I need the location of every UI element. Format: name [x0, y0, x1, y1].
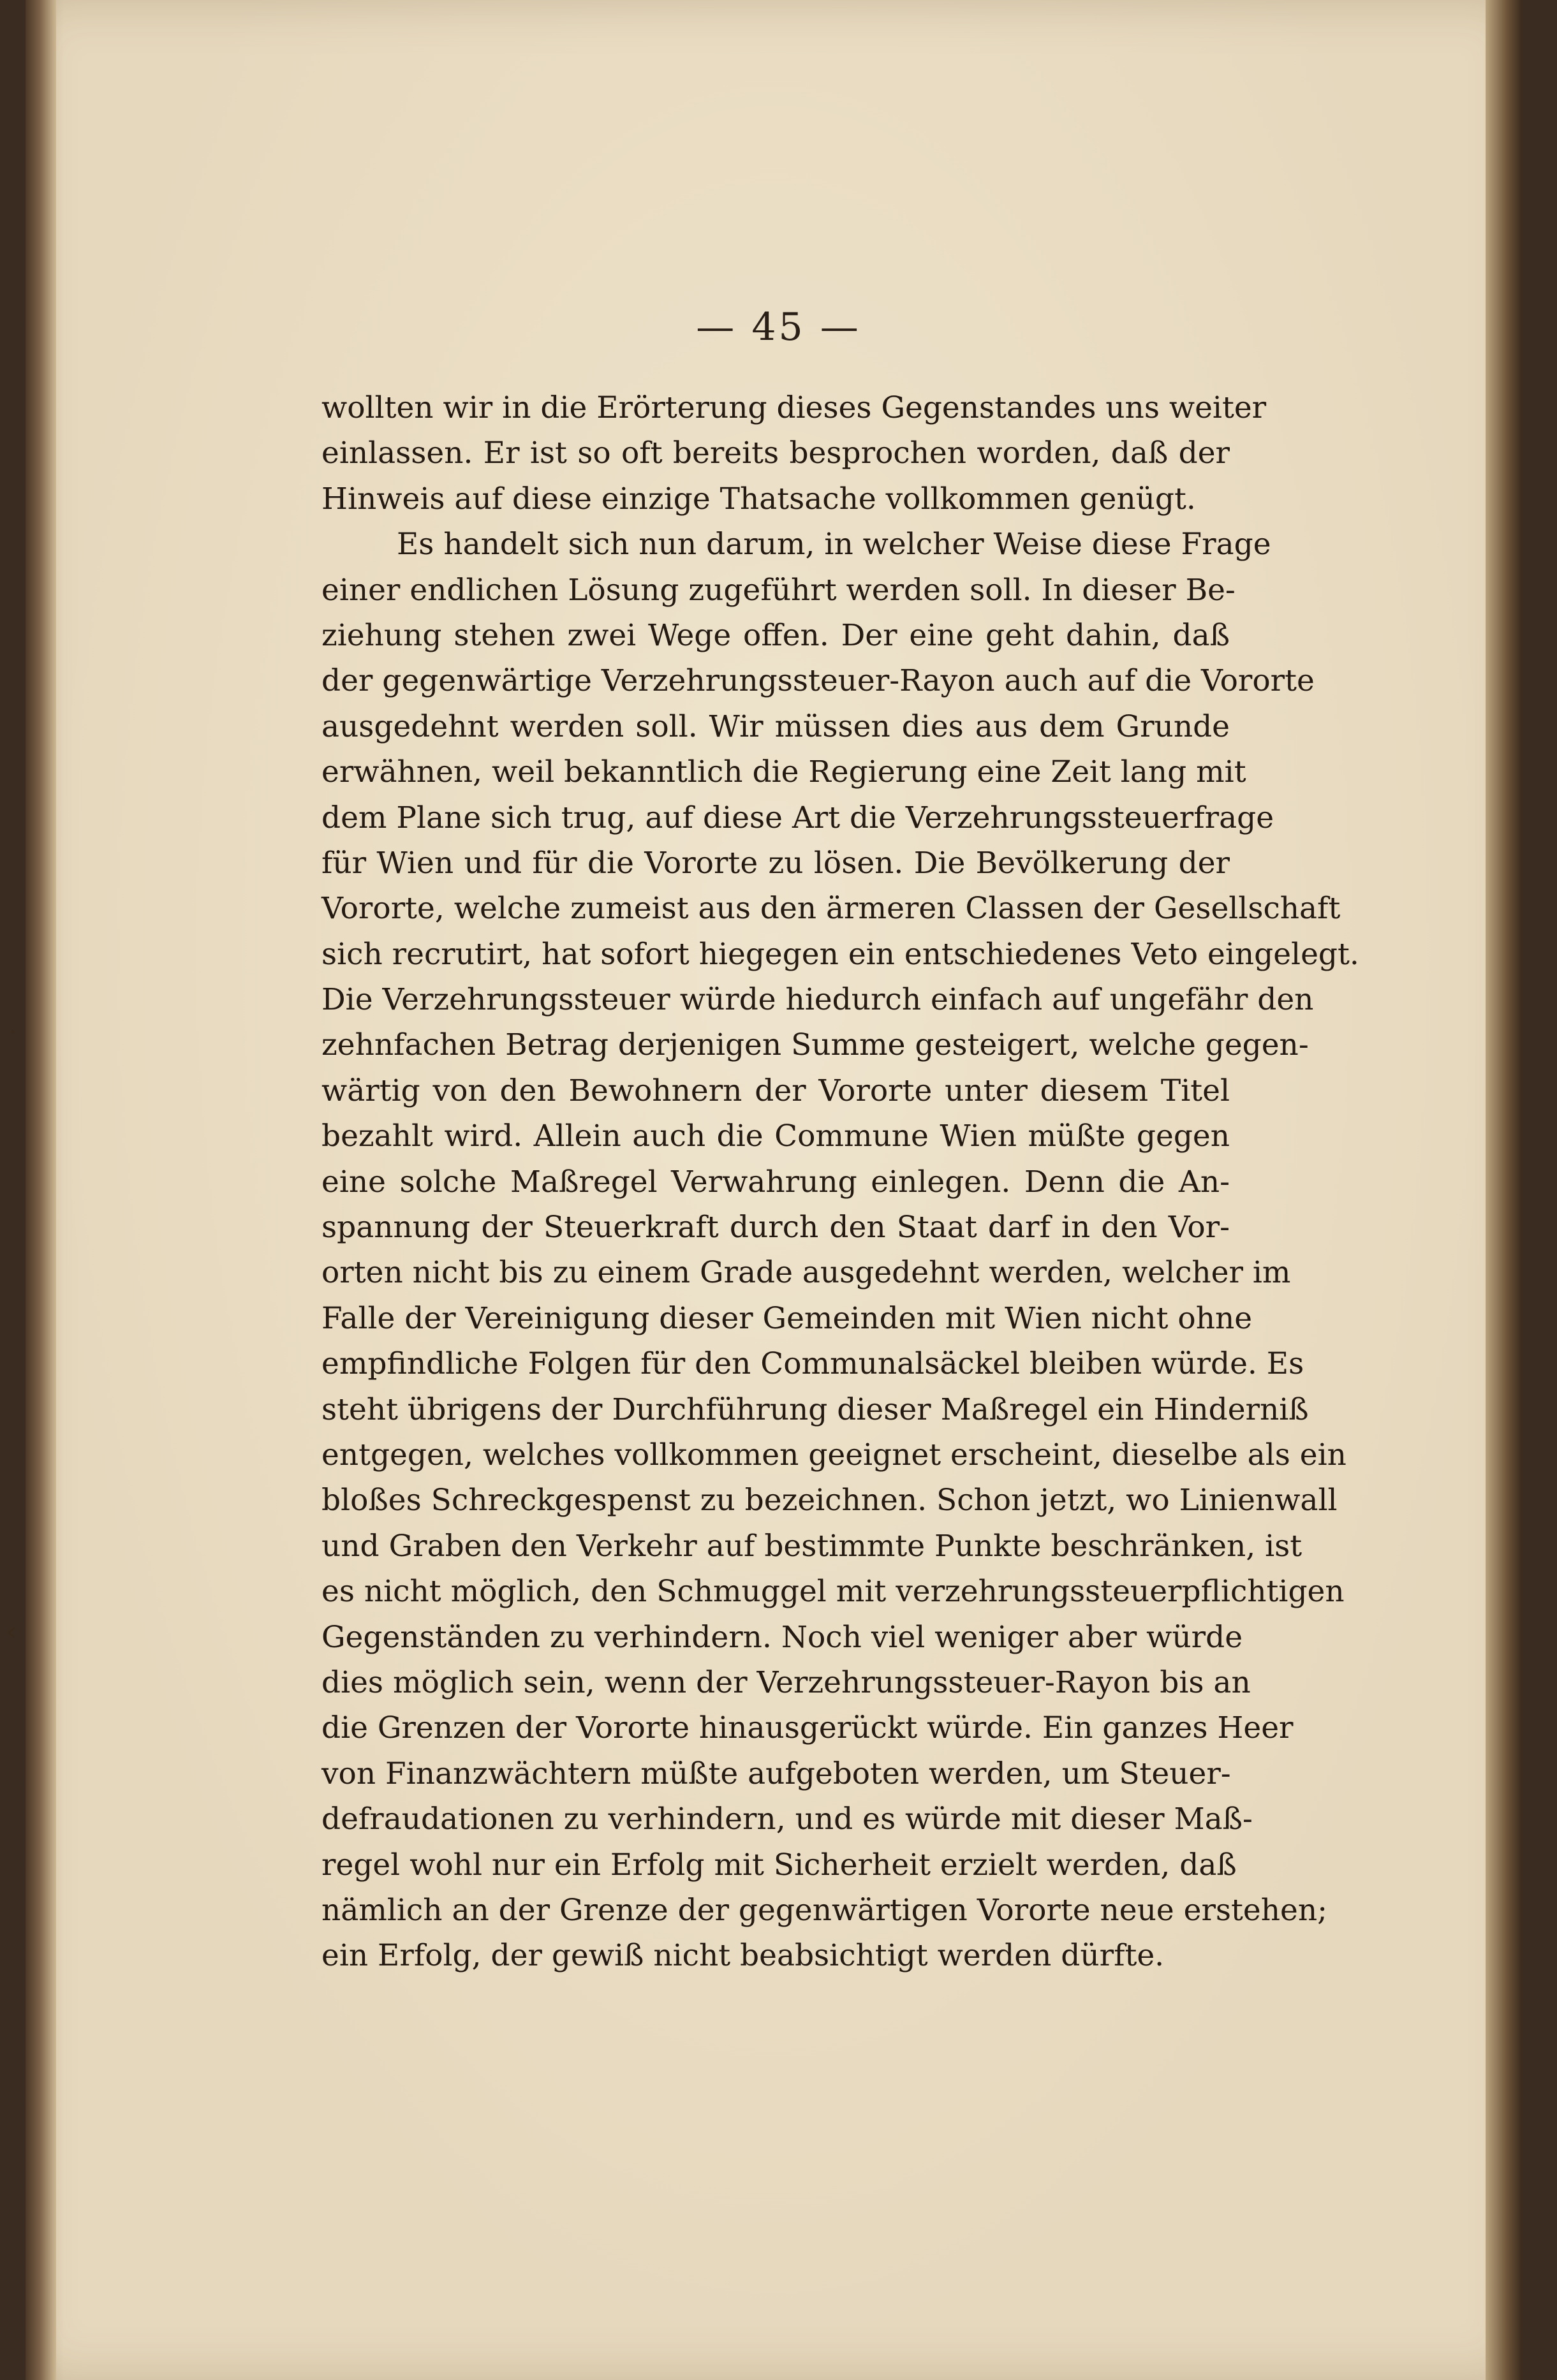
- text-line: einer endlichen Lösung zugeführt werden soll. In dieser Be-: [321, 572, 1236, 608]
- text-line: der gegenwärtige Verzehrungssteuer-Rayon auch auf die Vororte: [321, 663, 1315, 699]
- text-line: sich recrutirt, hat sofort hiegegen ein entschiedenes Veto eingelegt.: [321, 936, 1359, 972]
- text-line: wollten wir in die Erörterung dieses Gegenstandes uns weiter: [321, 390, 1267, 425]
- text-line: steht übrigens der Durchführung dieser Maßregel ein Hinderniß: [321, 1392, 1309, 1427]
- text-line: Hinweis auf diese einzige Thatsache vollkommen genügt.: [321, 481, 1196, 517]
- text-line: wärtig von den Bewohnern der Vororte unter diesem Titel: [321, 1073, 1230, 1108]
- text-line: eine solche Maßregel Verwahrung einlegen. Denn die An-: [321, 1164, 1230, 1200]
- margin-tick-mark: ·: [9, 1018, 17, 1047]
- text-line: Gegenständen zu verhindern. Noch viel weniger aber würde: [321, 1619, 1243, 1655]
- text-line: für Wien und für die Vororte zu lösen. Die Bevölkerung der: [321, 845, 1230, 881]
- page-number: — 45 —: [696, 305, 861, 349]
- body-text: [321, 385, 1359, 1979]
- text-line: dem Plane sich trug, auf diese Art die Verzehrungssteuerfrage: [321, 800, 1274, 835]
- text-line: regel wohl nur ein Erfolg mit Sicherheit erzielt werden, daß: [321, 1847, 1237, 1883]
- text-line: spannung der Steuerkraft durch den Staat darf in den Vor-: [321, 1210, 1230, 1245]
- text-line: es nicht möglich, den Schmuggel mit verzehrungssteuerpflichtigen: [321, 1574, 1345, 1610]
- text-line: orten nicht bis zu einem Grade ausgedehnt werden, welcher im: [321, 1255, 1291, 1291]
- text-line: Es handelt sich nun darum, in welcher Weise diese Frage: [397, 527, 1271, 562]
- text-line: entgegen, welches vollkommen geeignet erscheint, dieselbe als ein: [321, 1437, 1347, 1473]
- text-line: ausgedehnt werden soll. Wir müssen dies aus dem Grunde: [321, 709, 1230, 744]
- text-line: die Grenzen der Vororte hinausgerückt würde. Ein ganzes Heer: [321, 1710, 1294, 1746]
- text-line: einlassen. Er ist so oft bereits besprochen worden, daß der: [321, 436, 1230, 471]
- text-line: ein Erfolg, der gewiß nicht beabsichtigt werden dürfte.: [321, 1938, 1165, 1974]
- text-line: bloßes Schreckgespenst zu bezeichnen. Schon jetzt, wo Linienwall: [321, 1483, 1338, 1518]
- text-line: bezahlt wird. Allein auch die Commune Wien müßte gegen: [321, 1119, 1230, 1154]
- text-line: ziehung stehen zwei Wege offen. Der eine geht dahin, daß: [321, 617, 1230, 653]
- text-line: und Graben den Verkehr auf bestimmte Punkte beschränken, ist: [321, 1528, 1302, 1564]
- binding-edge: [26, 0, 56, 2380]
- text-line: dies möglich sein, wenn der Verzehrungssteuer-Rayon bis an: [321, 1664, 1251, 1700]
- text-line: Falle der Vereinigung dieser Gemeinden mit Wien nicht ohne: [321, 1300, 1253, 1336]
- text-line: zehnfachen Betrag derjenigen Summe gesteigert, welche gegen-: [321, 1027, 1309, 1063]
- text-line: empfindliche Folgen für den Communalsäckel bleiben würde. Es: [321, 1346, 1304, 1382]
- text-line: Vororte, welche zumeist aus den ärmeren Classen der Gesellschaft: [321, 891, 1341, 927]
- text-line: Die Verzehrungssteuer würde hiedurch einfach auf ungefähr den: [321, 982, 1314, 1018]
- page-edge: [1486, 0, 1521, 2380]
- text-line: nämlich an der Grenze der gegenwärtigen Vororte neue erstehen;: [321, 1892, 1327, 1928]
- text-line: erwähnen, weil bekanntlich die Regierung eine Zeit lang mit: [321, 754, 1246, 790]
- text-line: von Finanzwächtern müßte aufgeboten werden, um Steuer-: [321, 1756, 1231, 1791]
- text-line: defraudationen zu verhindern, und es würde mit dieser Maß-: [321, 1802, 1253, 1837]
- margin-tick-mark: ‹: [6, 1617, 17, 1647]
